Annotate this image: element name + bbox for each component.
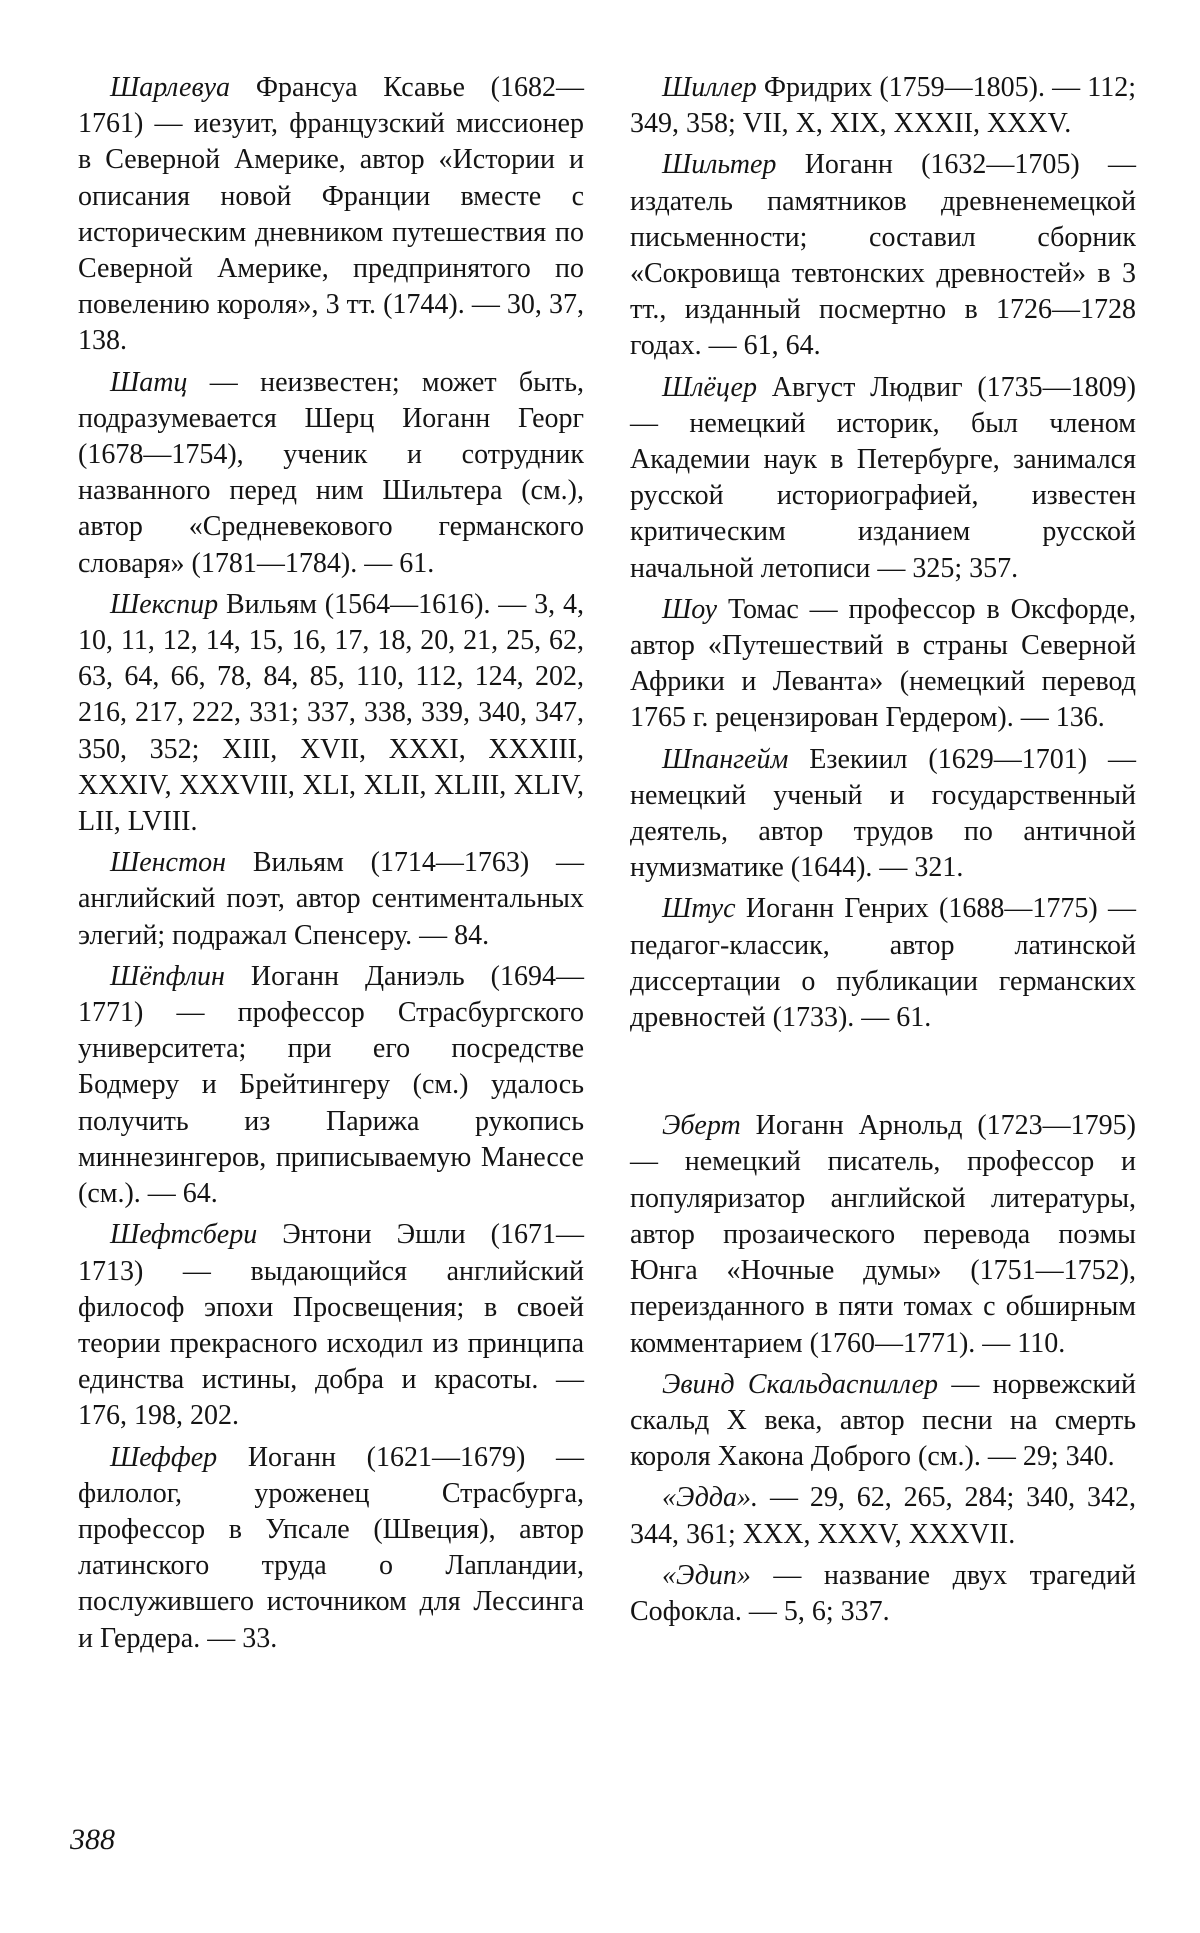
- entry-headword: Шарлевуа: [110, 72, 231, 103]
- entry-headword: Штус: [662, 893, 736, 925]
- entry-text: — неизвестен; может быть, подразумевается Шерц Иоганн Георг (1678—1754), ученик и сотрудник названного перед ним Шильтера (см.), автор «Средневекового германского словаря» (1781—1784). — 61.: [78, 366, 584, 579]
- entry-text: Фридрих (1759—1805). — 112; 349, 358; VII, X, XIX, XXXII, XXXV.: [630, 72, 1136, 140]
- index-entry: [630, 1108, 1136, 1361]
- entry-text: Вильям (1714—1763) — английский поэт, автор сентиментальных элегий; подражал Спенсеру. — 84.: [78, 847, 584, 951]
- entry-text: Иоганн Арнольд (1723—1795) — немецкий писатель, профессор и популяризатор английской литературы, автор прозаического перевода поэмы Юнга «Ночные думы» (1751—1752), переизданного в пяти томах с обширным комментарием (1760—1771). — 110.: [630, 1110, 1136, 1359]
- entry-headword: Шпангейм: [662, 743, 789, 775]
- index-entry: [630, 742, 1136, 887]
- entry-headword: Шатц: [110, 366, 188, 398]
- entry-text: Энтони Эшли (1671—1713) — выдающийся английский философ эпохи Просвещения; в своей теории прекрасного исходил из принципа единства истины, добра и красоты. — 176, 198, 202.: [78, 1219, 584, 1432]
- index-entry: [630, 147, 1136, 364]
- left-column: [78, 70, 584, 1657]
- index-entry: [630, 592, 1136, 737]
- entry-text: — норвежский скальд X века, автор песни на смерть короля Хакона Доброго (см.). — 29; 340.: [630, 1368, 1136, 1473]
- index-entry: [78, 365, 584, 582]
- entry-headword: Шиллер: [662, 72, 757, 103]
- index-entry: [78, 959, 584, 1212]
- entry-text: Вильям (1564—1616). — 3, 4, 10, 11, 12, 14, 15, 16, 17, 18, 20, 21, 25, 62, 63, 64, 66, 78, 84, 85, 110, 112, 124, 202, 216, 217, 222, 331; 337, 338, 339, 340, 347, 350, 352; XIII, XVII, XXXI, XXXIII, XXXIV, XXXVIII, XLI, XLII, XLIII, XLIV, LII, LVIII.: [78, 588, 584, 838]
- index-entry: [630, 1480, 1136, 1552]
- entry-headword: Шоу: [662, 593, 718, 625]
- index-entry: [78, 70, 584, 360]
- entry-headword: «Эдип»: [662, 1559, 751, 1591]
- entry-text: — название двух трагедий Софокла. — 5, 6; 337.: [630, 1559, 1136, 1627]
- entry-headword: Шенстон: [110, 847, 227, 879]
- entry-text: Иоганн (1621—1679) — филолог, уроженец Страсбурга, профессор в Упсале (Швеция), автор латинского труда о Лапландии, послужившего источником для Лессинга и Гердера. — 33.: [78, 1441, 584, 1654]
- index-entry: [630, 1367, 1136, 1476]
- entry-text: Август Людвиг (1735—1809) — немецкий историк, был членом Академии наук в Петербурге, занимался русской историографией, известен критическим изданием русской начальной летописи — 325; 357.: [630, 371, 1136, 584]
- entry-text: Иоганн Генрих (1688—1775) — педагог-классик, автор латинской диссертации о публикации германских древностей (1733). — 61.: [630, 893, 1136, 1034]
- index-entry: [78, 1440, 584, 1657]
- entry-headword: «Эдда».: [662, 1482, 759, 1514]
- index-entry: [78, 587, 584, 840]
- entry-text: Иоганн (1632—1705) — издатель памятников древненемецкой письменности; составил сборник «Сокровища тевтонских древностей» в 3 тт., изданный посмертно в 1726—1728 годах. — 61, 64.: [630, 149, 1136, 362]
- index-entry: [78, 1217, 584, 1434]
- page-number: 388: [70, 1823, 115, 1856]
- section-break: [630, 1036, 1136, 1108]
- entry-headword: Шефтсбери: [110, 1219, 258, 1251]
- entry-text: Иоганн Даниэль (1694—1771) — профессор Страсбургского университета; при его посредстве Бодмеру и Брейтингеру (см.) удалось получить из Парижа рукопись миннезингеров, приписываемую Манессе (см.). — 64.: [78, 960, 584, 1210]
- index-entry: [630, 1558, 1136, 1630]
- index-entry: [630, 891, 1136, 1036]
- entry-headword: Шлёцер: [662, 371, 757, 403]
- entry-headword: Эберт: [662, 1110, 741, 1142]
- entry-headword: Шёпфлин: [110, 960, 225, 992]
- right-column: [630, 70, 1136, 1630]
- index-entry: [630, 370, 1136, 587]
- entry-headword: Шеффер: [110, 1441, 218, 1473]
- index-entry: [78, 845, 584, 954]
- entry-headword: Эвинд Скальдаспиллер: [662, 1368, 939, 1400]
- entry-text: Езекиил (1629—1701) — немецкий ученый и государственный деятель, автор трудов по античной нумизматике (1644). — 321.: [630, 743, 1136, 884]
- entry-text: — 29, 62, 265, 284; 340, 342, 344, 361; XXX, XXXV, XXXVII.: [630, 1482, 1136, 1550]
- entry-headword: Шильтер: [662, 149, 777, 181]
- index-entry: [630, 70, 1136, 142]
- entry-headword: Шекспир: [110, 588, 219, 620]
- entry-text: Франсуа Ксавье (1682—1761) — иезуит, французский миссионер в Северной Америке, автор «Истории и описания новой Франции вместе с историческим дневником путешествия по Северной Америке, предпринятого по повелению короля», 3 тт. (1744). — 30, 37, 138.: [78, 72, 584, 357]
- entry-text: Томас — профессор в Оксфорде, автор «Путешествий в страны Северной Африки и Леванта» (немецкий перевод 1765 г. рецензирован Гердером). — 136.: [630, 593, 1136, 734]
